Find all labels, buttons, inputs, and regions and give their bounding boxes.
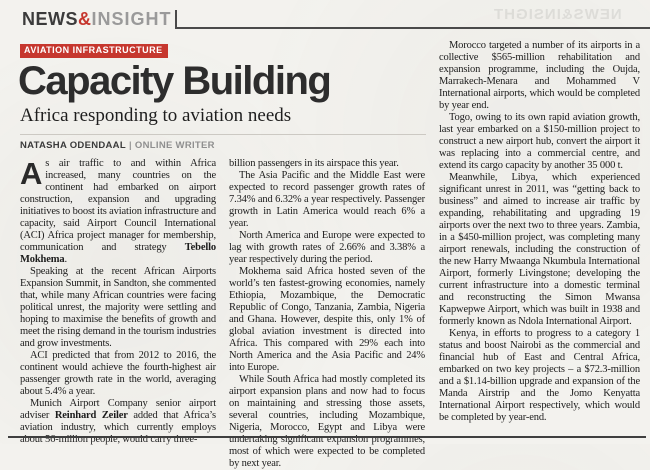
paragraph: Speaking at the recent African Airports Expansion Summit, in Sandton, she commented that, while many African countries were facing political unrest, the majority were settling and hoping to maximise the benefits of growth and meet the rising demand in the tourism industries and grow investments. bbox=[20, 265, 216, 349]
bleedthrough-ghost-text: NEWS&INSIGHT bbox=[493, 6, 622, 23]
headline-and-columns-block bbox=[20, 40, 426, 470]
paragraph: Meanwhile, Libya, which experienced significant unrest in 2011, was “getting back to business” and aimed to increase air traffic by expanding, rehabilitating and upgrading 19 airports over the next two to three years. Zambia, in a $450-million project, was completing many airport renewals, including the construction of the new Harry Mwaanga Nkumbula International Airport, formerly Livingstone; developing the current infrastructure into a domestic terminal and reconstructing the Simon Mwansa Kapwepwe Airport, which was built in 1938 and formerly known as Ndola International Airport. bbox=[439, 172, 640, 327]
paragraph-text: added that Africa’s aviation industry, which currently employs about 56-million people, would carry three- bbox=[20, 409, 216, 445]
byline-separator: | bbox=[128, 139, 132, 151]
paragraph: Kenya, in efforts to progress to a category 1 status and boost Nairobi as the commercial and financial hub of East and Central Africa, embarked on two key projects – a $72.3-million and a $1.14-billion upgrade and expansion of the Manda Airstrip and the Jomo Kenyatta International Airport respectively, which would be completed by year-end. bbox=[439, 328, 640, 423]
paragraph: ACI predicted that from 2012 to 2016, the continent would achieve the fourth-highest air passenger growth rate in the world, averaging about 5.4% a year. bbox=[20, 349, 216, 397]
paragraph-text: Munich Airport Company senior airport adviser bbox=[20, 397, 216, 421]
person-name-bold: Reinhard Zeiler bbox=[54, 409, 128, 421]
person-name-bold: Tebello Mokhema bbox=[20, 241, 216, 265]
paragraph: The Asia Pacific and the Middle East were expected to record passenger growth rates of 7.34% and 6.32% a year respectively. Passenger growth in Latin America would reach 6% a year. bbox=[229, 169, 425, 229]
body-column-3 bbox=[439, 40, 640, 470]
byline bbox=[20, 135, 426, 158]
byline-author: NATASHA ODENDAAL bbox=[20, 139, 126, 151]
paragraph-text: . bbox=[64, 253, 67, 265]
body-column-2 bbox=[229, 158, 425, 470]
body-columns bbox=[20, 155, 426, 470]
paragraph: billion passengers in its airspace this year. bbox=[229, 157, 399, 169]
masthead-logo bbox=[22, 10, 172, 29]
masthead-news-text: NEWS bbox=[22, 9, 78, 29]
paragraph-text: s air traffic to and within Africa increased, many countries on the continent had embarked on airport construction, expansion and upgrading initiatives to boost its aviation infrastructure and capacity, said Airport Council International (ACI) Africa project manager for membership, communication and strategy bbox=[20, 157, 216, 253]
byline-role: ONLINE WRITER bbox=[134, 139, 215, 151]
paragraph: North America and Europe were expected to lag with growth rates of 2.66% and 3.38% a year respectively during the period. bbox=[229, 229, 425, 265]
paragraph bbox=[20, 155, 216, 266]
bottom-page-rule bbox=[8, 436, 646, 438]
article-content bbox=[20, 40, 640, 470]
section-kicker-label: AVIATION INFRASTRUCTURE bbox=[20, 44, 168, 58]
masthead-insight-text: INSIGHT bbox=[91, 9, 172, 29]
paragraph: Mokhema said Africa hosted seven of the world’s ten fastest-growing economies, namely Ethiopia, Mozambique, the Democratic Republic of Congo, Tanzania, Zambia, Nigeria and Ghana. However, despite this, only 1% of global aviation investment is directed into Africa. This compared with 29% each into North America and the Asia Pacific and 24% into Europe. bbox=[229, 265, 425, 373]
article-subtitle: Africa responding to aviation needs bbox=[20, 105, 292, 126]
paragraph: Togo, owing to its own rapid aviation growth, last year embarked on a $150-million project to construct a new airport hub, convert the airport it was replacing into a commercial centre, and extend its cargo capacity by another 35 000 t. bbox=[439, 112, 640, 171]
masthead-ampersand: & bbox=[78, 9, 92, 29]
masthead-horizontal-rule bbox=[177, 27, 650, 29]
paragraph: While South Africa had mostly completed its airport expansion plans and now had to focus on maintaining and stressing those assets, several countries, including Mozambique, Nigeria, Morocco, Egypt and Libya were undertaking significant expansion programmes, most of which were expected to be completed by next year. bbox=[229, 373, 425, 469]
article-headline: Capacity Building bbox=[18, 59, 331, 103]
dropcap-letter: A bbox=[20, 155, 43, 191]
paragraph: Morocco targeted a number of its airports in a collective $565-million rehabilitation and expansion programme, including the Oujda, Marrakech-Menara and Mohammed V International airports, which would be completed by year end. bbox=[439, 40, 640, 111]
body-column-1 bbox=[20, 155, 216, 470]
paragraph bbox=[20, 398, 216, 446]
